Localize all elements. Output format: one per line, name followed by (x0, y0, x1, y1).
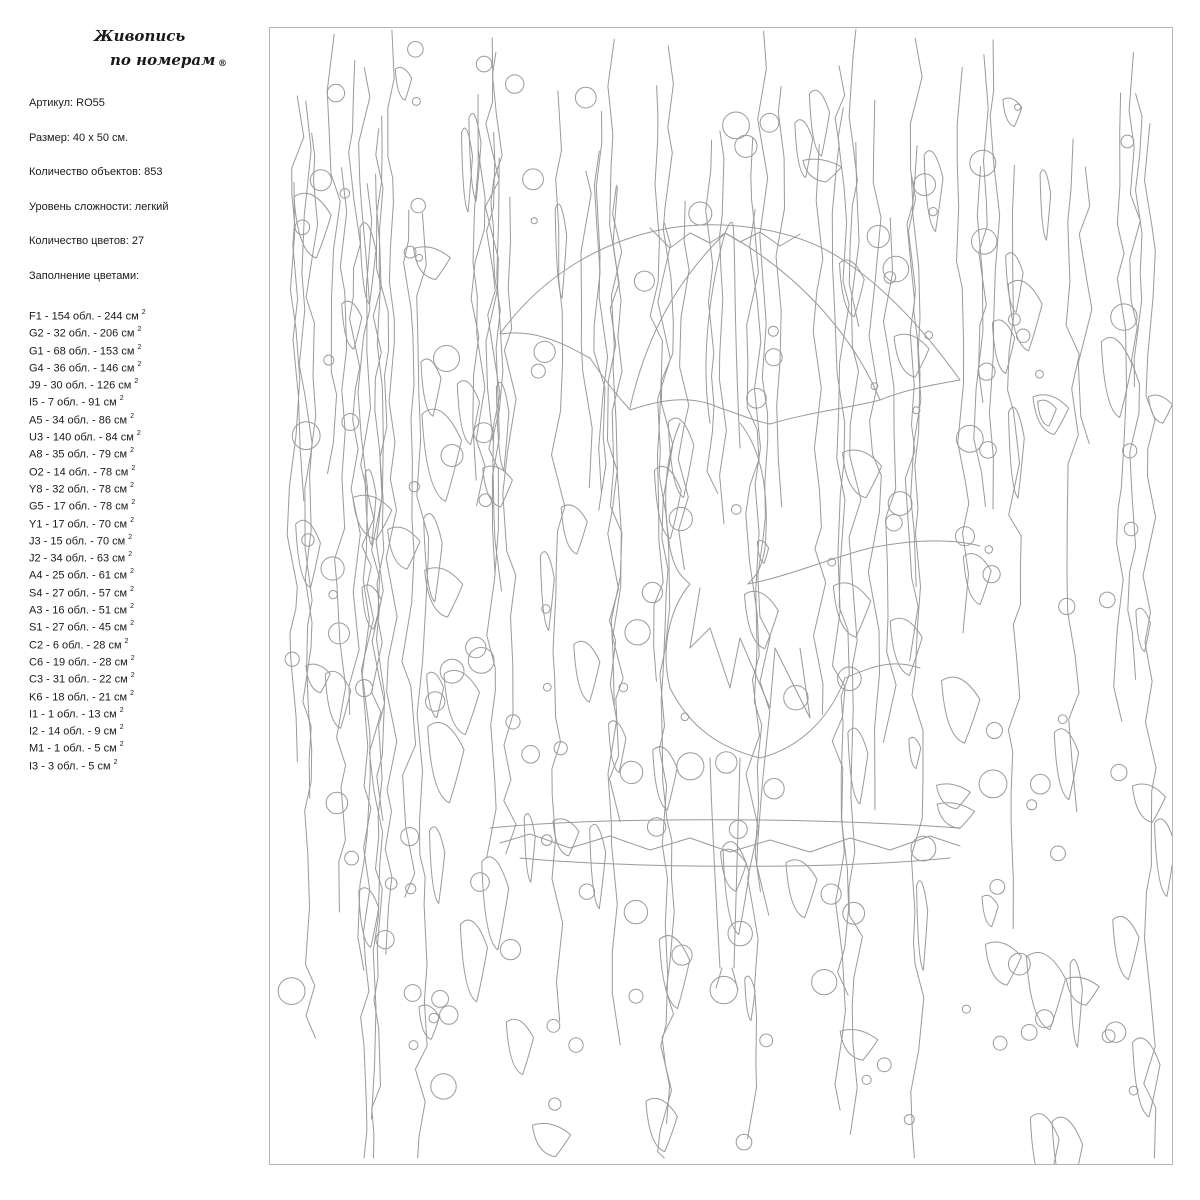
rain-drop (956, 425, 983, 452)
paint-region (1101, 337, 1132, 417)
paint-region (388, 527, 420, 569)
paint-region (992, 320, 1014, 374)
rain-drop (732, 505, 742, 515)
paint-region (985, 942, 1021, 985)
paint-region (840, 1030, 878, 1061)
paint-region (1136, 608, 1151, 651)
fill-row-unit-sup: 2 (134, 378, 139, 386)
fill-row (29, 409, 259, 426)
rain-streak (503, 197, 516, 854)
paint-region (1113, 916, 1139, 979)
color-fill-list (29, 305, 259, 772)
rain-drop (543, 683, 551, 691)
paint-region (540, 552, 554, 631)
fill-row-text: S4 - 27 обл. - 57 см (29, 587, 131, 600)
rain-drop (440, 659, 464, 683)
paint-region (1009, 407, 1025, 498)
paint-region (444, 670, 480, 734)
umbrella-shape (500, 222, 960, 448)
difficulty-level: Уровень сложности: легкий (29, 200, 169, 213)
paint-region (1038, 400, 1057, 426)
paint-region (555, 204, 567, 298)
rain-drop (716, 752, 737, 773)
paint-region (574, 641, 600, 702)
rain-streak (327, 34, 340, 473)
fill-row-unit-sup: 2 (141, 309, 146, 316)
paint-region (668, 418, 694, 497)
paint-region (942, 677, 980, 743)
rain-drop (440, 1006, 458, 1024)
rain-streak (610, 185, 624, 822)
rain-drop (554, 742, 567, 755)
fill-row (29, 530, 259, 547)
fill-row-text: A4 - 25 обл. - 61 см (29, 570, 131, 583)
paint-region (422, 409, 462, 501)
paint-region (1027, 953, 1066, 1030)
rain-streak (369, 174, 382, 1119)
rain-streak (746, 138, 760, 1139)
rain-drop (1036, 370, 1044, 378)
fill-row (29, 668, 259, 685)
rain-drop (993, 1036, 1007, 1050)
rain-drop (476, 56, 492, 72)
rain-drop (1059, 598, 1075, 614)
rain-drop (821, 884, 841, 904)
fill-row-text: A8 - 35 обл. - 79 см (29, 449, 131, 462)
rain-drop (1121, 135, 1134, 148)
rain-streak (776, 86, 785, 506)
rain-drop (888, 492, 912, 516)
fill-row (29, 686, 259, 703)
paint-region (1133, 1038, 1160, 1117)
fill-row-text: G5 - 17 обл. - 78 см (29, 500, 132, 513)
fill-row-text: U3 - 140 обл. - 84 см (29, 431, 137, 444)
paint-region (843, 450, 882, 498)
fill-row-unit-sup: 2 (137, 360, 142, 368)
fill-row-text: I1 - 1 обл. - 13 см (29, 708, 120, 721)
fill-row-unit-sup: 2 (130, 689, 135, 697)
paint-region (917, 881, 928, 971)
rain-drop (549, 1098, 561, 1110)
rain-drop (406, 884, 416, 894)
fill-row-unit-sup: 2 (113, 758, 118, 766)
coloring-canvas (269, 27, 1173, 1165)
fill-row-text: G2 - 32 обл. - 206 см (29, 327, 138, 340)
rain-drop (619, 683, 628, 692)
paint-region (1006, 253, 1023, 313)
fill-row-text: A3 - 16 обл. - 51 см (29, 604, 131, 617)
rain-drop (972, 229, 997, 254)
rain-streak (1066, 139, 1079, 812)
paint-region (325, 671, 351, 728)
rain-drop (669, 507, 692, 530)
rain-drop (962, 1005, 970, 1013)
fill-row-unit-sup: 2 (130, 654, 135, 662)
fill-row-unit-sup: 2 (128, 551, 133, 559)
rain-drop (760, 113, 779, 132)
rain-drop (531, 364, 545, 378)
fill-row-unit-sup: 2 (130, 585, 135, 593)
fill-row-unit-sup: 2 (130, 620, 135, 628)
fill-row (29, 374, 259, 391)
rain-streak (650, 86, 663, 682)
rain-drop (710, 976, 737, 1003)
rain-streak (757, 31, 771, 915)
fill-row (29, 703, 259, 720)
fill-row (29, 478, 259, 495)
rain-streak (658, 223, 672, 1158)
paint-region (428, 722, 464, 802)
rain-drop (1058, 715, 1067, 724)
rain-streak (706, 140, 718, 493)
paint-region (506, 1019, 533, 1074)
rain-drop (431, 1074, 456, 1099)
paint-regions (294, 67, 1172, 1164)
rain-drop (579, 884, 594, 899)
rain-streak (385, 30, 397, 954)
paint-region (482, 857, 509, 950)
fill-row (29, 634, 259, 651)
rain-drop (575, 87, 596, 108)
paint-region (590, 824, 606, 908)
rain-drop (321, 557, 344, 580)
rain-streak (1008, 165, 1022, 928)
fill-row (29, 582, 259, 599)
rain-drop (735, 135, 757, 157)
paint-region (659, 936, 689, 1009)
fill-row-text: Y1 - 17 обл. - 70 см (29, 518, 131, 531)
color-count: Количество цветов: 27 (29, 235, 145, 247)
rain-streak (678, 201, 689, 570)
rain-drops (278, 42, 1138, 1150)
rain-drop (877, 1058, 891, 1072)
rain-drop (1027, 800, 1037, 810)
fill-row (29, 599, 259, 616)
rain-drop (500, 940, 520, 960)
rain-drop (345, 851, 359, 865)
rain-drop (416, 254, 423, 261)
fill-row-unit-sup: 2 (130, 412, 135, 420)
paint-region (1052, 1117, 1083, 1164)
rain-streak (552, 91, 565, 1022)
rain-drop (1124, 522, 1138, 536)
rain-streak (905, 177, 918, 661)
rain-streak (989, 40, 999, 509)
rain-streak (415, 213, 428, 1158)
fill-row (29, 495, 259, 512)
fill-row-unit-sup: 2 (128, 533, 133, 541)
registered-mark: ® (218, 59, 227, 69)
rain-drop (285, 652, 299, 666)
rain-drop (624, 900, 647, 923)
rain-drop (412, 97, 420, 105)
fill-row (29, 651, 259, 668)
paint-region (561, 505, 587, 554)
fill-row-text: Y8 - 32 обл. - 78 см (29, 483, 131, 496)
rain-drop (1031, 774, 1051, 794)
rain-drop (1009, 314, 1021, 326)
fill-row-unit-sup: 2 (119, 706, 124, 714)
paint-region (909, 737, 921, 768)
rain-drop (324, 355, 334, 365)
rain-drop (479, 494, 492, 507)
paint-region (294, 193, 331, 258)
fill-row-unit-sup: 2 (130, 481, 135, 489)
rain-drop (980, 442, 997, 459)
rain-drop (522, 746, 540, 764)
fill-row-text: G4 - 36 обл. - 146 см (29, 362, 138, 375)
canvas-size: Размер: 40 х 50 см. (29, 131, 129, 144)
fill-row-text: M1 - 1 обл. - 5 см (29, 743, 120, 756)
rain-drop (1036, 1010, 1054, 1028)
rain-drop (760, 1034, 773, 1047)
fill-row (29, 426, 259, 443)
rain-streak (1143, 124, 1156, 1158)
rain-drop (434, 346, 460, 372)
rain-drop (929, 208, 937, 216)
rain-streak (1114, 93, 1127, 721)
fill-row (29, 720, 259, 737)
fill-row-text: C6 - 19 обл. - 28 см (29, 656, 131, 669)
fill-row (29, 755, 259, 772)
fill-row-unit-sup: 2 (137, 326, 142, 334)
rain-drop (401, 828, 419, 846)
rain-drop (904, 1115, 914, 1125)
fill-row-text: J2 - 34 обл. - 63 см (29, 552, 129, 565)
fill-row-text: S1 - 27 обл. - 45 см (29, 622, 131, 634)
paint-region (937, 803, 975, 829)
fill-row (29, 737, 259, 754)
rain-drop (411, 198, 425, 212)
puddle-reflection (490, 820, 960, 867)
fill-row-unit-sup: 2 (124, 637, 129, 645)
rain-streak (957, 68, 969, 633)
fill-row-text: I3 - 3 обл. - 5 см (29, 760, 114, 773)
fill-row (29, 357, 259, 374)
fill-row (29, 461, 259, 478)
paint-region (421, 359, 441, 416)
fill-row (29, 305, 259, 322)
fill-row-unit-sup: 2 (130, 447, 135, 455)
rain-drop (736, 1134, 752, 1150)
rain-drop (677, 753, 704, 780)
paint-region (795, 120, 813, 178)
rain-drop (983, 566, 1000, 583)
rain-streak (358, 68, 370, 971)
rain-drop (523, 169, 544, 190)
fill-row (29, 547, 259, 564)
fill-title: Заполнение цветами: (29, 269, 140, 282)
rain-drop (534, 341, 555, 362)
fill-row-text: F1 - 154 обл. - 244 см (29, 310, 142, 323)
rain-streak (287, 182, 300, 761)
rain-drop (625, 620, 650, 645)
fill-row-text: O2 - 14 обл. - 78 см (29, 466, 132, 479)
rain-streak (719, 131, 726, 524)
rain-drop (376, 931, 394, 949)
rain-streak (608, 39, 621, 1045)
rain-drop (327, 84, 344, 101)
fill-row-unit-sup: 2 (119, 724, 124, 732)
rain-drop (979, 770, 1007, 798)
paint-region (414, 247, 451, 280)
fill-row-unit-sup: 2 (119, 741, 124, 749)
rain-drop (768, 326, 778, 336)
rain-drop (812, 970, 837, 995)
fill-row-unit-sup: 2 (119, 395, 124, 403)
paint-region (937, 784, 971, 809)
object-count: Количество объектов: 853 (29, 166, 163, 178)
rain-drop (292, 422, 320, 450)
rain-drop (329, 590, 337, 598)
paint-region (395, 67, 411, 100)
rain-drop (547, 1020, 560, 1033)
paint-region (553, 819, 579, 856)
rain-drop (408, 42, 424, 58)
rain-drop (471, 873, 490, 892)
rain-drop (278, 978, 305, 1005)
paint-region (457, 381, 479, 445)
paint-region (430, 827, 445, 904)
fill-row-text: K6 - 18 обл. - 21 см (29, 691, 131, 704)
fill-row-unit-sup: 2 (131, 499, 136, 507)
brand-title (70, 24, 240, 72)
paint-region (483, 466, 513, 507)
fill-row-unit-sup: 2 (131, 464, 136, 472)
rain-drop (911, 836, 936, 861)
fill-row (29, 513, 259, 530)
rain-streak (750, 209, 762, 892)
rain-drop (468, 648, 494, 674)
rain-drop (506, 75, 524, 93)
brand-line-2: по номерам (110, 51, 216, 69)
rain-drop (764, 779, 784, 799)
rain-drop (429, 1013, 439, 1023)
article-number: Артикул: RO55 (29, 97, 105, 109)
fill-row-text: G1 - 68 обл. - 153 см (29, 345, 138, 358)
rain-streak (372, 129, 385, 1158)
rain-drop (843, 902, 865, 924)
rain-streak (813, 145, 826, 715)
rain-streak (868, 100, 881, 810)
fill-row (29, 340, 259, 357)
rain-streak (596, 112, 607, 493)
paint-region (745, 976, 755, 1020)
rain-drop (404, 985, 421, 1002)
rain-drop (1111, 764, 1127, 780)
fill-row (29, 391, 259, 408)
fill-row-text: A5 - 34 обл. - 86 см (29, 414, 131, 427)
rain-streak (335, 168, 347, 912)
rain-drop (1102, 1030, 1115, 1043)
line-art-illustration (270, 28, 1172, 1164)
rain-drop (970, 150, 996, 176)
rain-drop (1100, 592, 1116, 608)
fill-row-unit-sup: 2 (137, 343, 142, 351)
fill-row-text: C2 - 6 обл. - 28 см (29, 639, 125, 652)
rain-drop (531, 218, 537, 224)
fill-row-unit-sup: 2 (130, 672, 135, 680)
paint-region (1003, 98, 1022, 127)
rain-drop (302, 534, 314, 546)
rain-drop (1051, 846, 1066, 861)
rain-drop (409, 1041, 418, 1050)
fill-row-text: I2 - 14 обл. - 9 см (29, 725, 120, 738)
paint-region (1132, 784, 1165, 822)
paint-region (1155, 819, 1173, 897)
paint-region (1040, 170, 1051, 240)
paint-region (963, 554, 991, 605)
rain-drop (990, 880, 1005, 895)
fill-row-text: J9 - 30 обл. - 126 см (29, 379, 135, 392)
paint-region (1148, 395, 1172, 423)
fill-row-text: J3 - 15 обл. - 70 см (29, 535, 129, 548)
rain-drop (326, 792, 348, 814)
brand-line-1: Живопись (94, 27, 186, 45)
fill-row-text: I5 - 7 обл. - 91 см (29, 397, 120, 410)
rain-streak (402, 210, 416, 897)
paint-region (532, 1123, 570, 1156)
fill-row (29, 616, 259, 633)
fill-row (29, 564, 259, 581)
rain-drop (886, 514, 903, 531)
rain-streak (661, 46, 674, 1124)
rain-drop (634, 271, 654, 291)
rain-drop (986, 723, 1002, 739)
paint-region (982, 895, 998, 926)
rain-drop (689, 202, 712, 225)
rain-streak (581, 171, 592, 488)
fill-row-unit-sup: 2 (130, 568, 135, 576)
fill-row (29, 443, 259, 460)
rain-drop (629, 989, 643, 1003)
rain-drop (985, 546, 993, 554)
rain-drop (925, 331, 933, 339)
fill-row-unit-sup: 2 (130, 516, 135, 524)
rain-drop (432, 991, 449, 1008)
rain-drop (474, 423, 494, 443)
rain-drop (506, 715, 520, 729)
fill-row-unit-sup: 2 (130, 603, 135, 611)
fill-row (29, 322, 259, 339)
fill-row-unit-sup: 2 (136, 430, 141, 438)
paint-region (460, 920, 487, 1002)
rain-drop (681, 713, 689, 721)
rain-drop (1021, 1025, 1037, 1041)
rain-drop (862, 1075, 871, 1084)
rain-drop (569, 1038, 583, 1052)
rain-drop (1105, 1022, 1125, 1042)
rain-streak (1078, 167, 1092, 444)
rain-drop (620, 761, 642, 783)
fill-row-text: C3 - 31 обл. - 22 см (29, 673, 131, 686)
product-info (29, 96, 259, 303)
paint-region (786, 860, 817, 918)
